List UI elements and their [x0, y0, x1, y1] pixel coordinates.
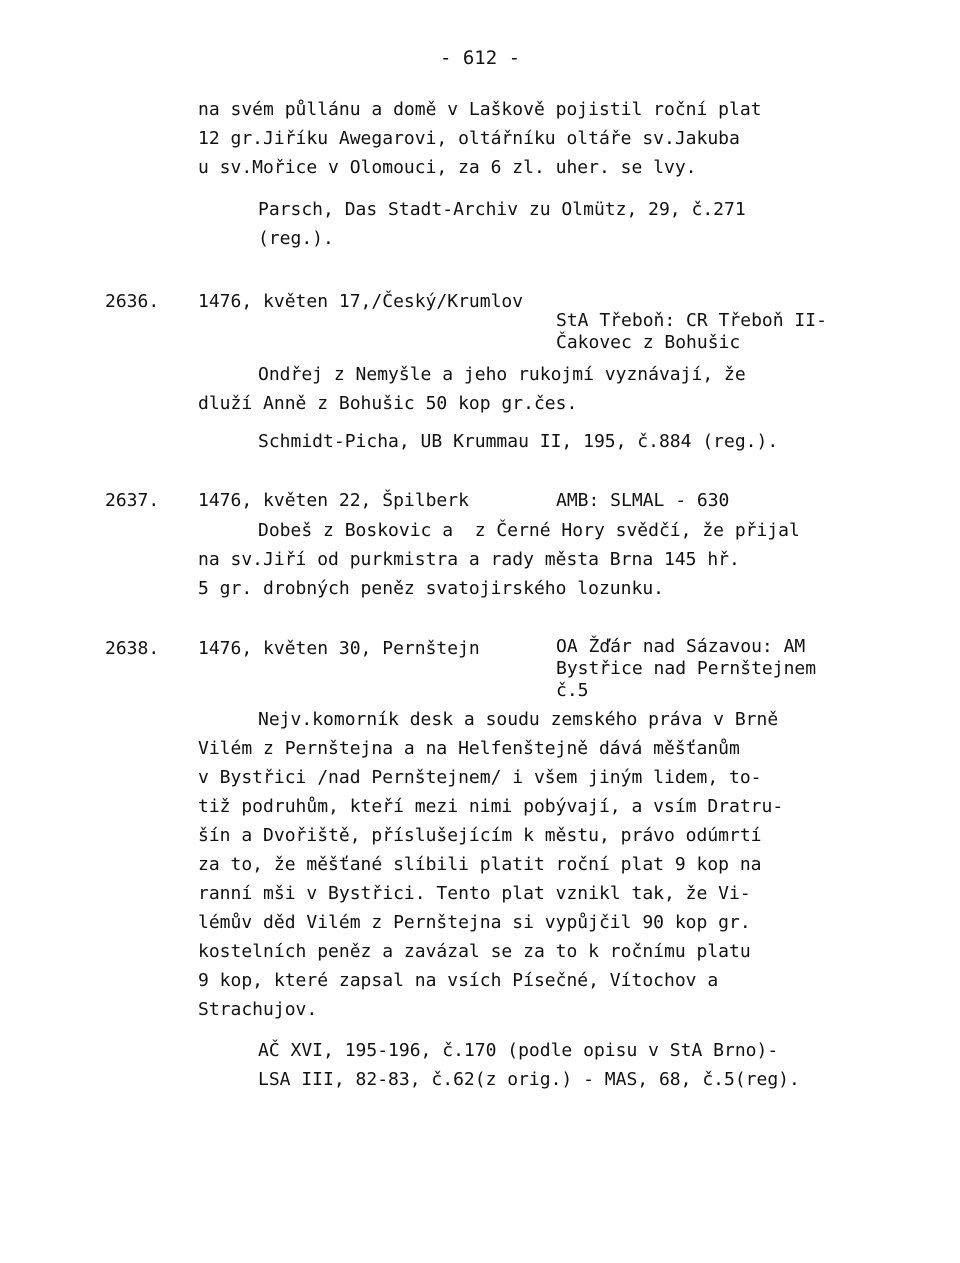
- entry-number: 2636.: [105, 291, 160, 312]
- entry-text-line: lémův děd Vilém z Pernštejna si vypůjčil 90 kop gr.: [198, 912, 751, 933]
- entry-text-line: 5 gr. drobných peněz svatojirského lozunku.: [198, 578, 664, 599]
- entry-text-line: kostelních peněz a zavázal se za to k ročnímu platu: [198, 941, 751, 962]
- entry-text-line: tiž podruhům, kteří mezi nimi pobývají, a vsím Dratru-: [198, 796, 784, 817]
- entry-archive-line: StA Třeboň: CR Třeboň II-: [556, 310, 827, 331]
- entry-text-line: Ondřej z Nemyšle a jeho rukojmí vyznávají, že: [258, 364, 746, 385]
- entry-text-line: dluží Anně z Bohušic 50 kop gr.čes.: [198, 393, 578, 414]
- intro-text-line: u sv.Mořice v Olomouci, za 6 zl. uher. se lvy.: [198, 157, 697, 178]
- intro-source-line: Parsch, Das Stadt-Archiv zu Olmütz, 29, č.271: [258, 199, 746, 220]
- entry-archive-line: Čakovec z Bohušic: [556, 332, 741, 353]
- entry-archive-line: Bystřice nad Pernštejnem: [556, 658, 817, 679]
- entry-text-line: Dobeš z Boskovic a z Černé Hory svědčí, že přijal: [258, 520, 800, 541]
- entry-text-line: na sv.Jiří od purkmistra a rady města Brna 145 hř.: [198, 549, 740, 570]
- entry-archive-line: OA Žďár nad Sázavou: AM: [556, 636, 806, 657]
- entry-text-line: Strachujov.: [198, 999, 318, 1020]
- entry-source-line: Schmidt-Picha, UB Krummau II, 195, č.884 (reg.).: [258, 431, 779, 452]
- page-number: - 612 -: [439, 47, 521, 69]
- entry-archive-line: č.5: [556, 680, 589, 701]
- entry-number: 2637.: [105, 490, 160, 511]
- intro-source-line: (reg.).: [258, 228, 334, 249]
- entry-date-place: 1476, květen 30, Pernštejn: [198, 638, 480, 659]
- entry-text-line: ranní mši v Bystřici. Tento plat vznikl tak, že Vi-: [198, 883, 751, 904]
- entry-number: 2638.: [105, 638, 160, 659]
- entry-date-place: 1476, květen 17,/Český/Krumlov: [198, 291, 524, 312]
- entry-text-line: šín a Dvořiště, příslušejícím k městu, právo odúmrtí: [198, 825, 762, 846]
- entry-text-line: 9 kop, které zapsal na vsích Písečné, Vítochov a: [198, 970, 719, 991]
- intro-text-line: na svém půllánu a domě v Laškově pojistil roční plat: [198, 99, 762, 120]
- entry-archive-line: AMB: SLMAL - 630: [556, 490, 730, 511]
- intro-text-line: 12 gr.Jiříku Awegarovi, oltářníku oltáře sv.Jakuba: [198, 128, 740, 149]
- entry-text-line: Vilém z Pernštejna a na Helfenštejně dává měšťanům: [198, 738, 740, 759]
- entry-date-place: 1476, květen 22, Špilberk: [198, 490, 469, 511]
- entry-text-line: Nejv.komorník desk a soudu zemského práva v Brně: [258, 709, 779, 730]
- entry-text-line: za to, že měšťané slíbili platit roční plat 9 kop na: [198, 854, 762, 875]
- entry-source-line: AČ XVI, 195-196, č.170 (podle opisu v StA Brno)-: [258, 1040, 779, 1061]
- entry-text-line: v Bystřici /nad Pernštejnem/ i všem jiným lidem, to-: [198, 767, 762, 788]
- entry-source-line: LSA III, 82-83, č.62(z orig.) - MAS, 68, č.5(reg).: [258, 1069, 800, 1090]
